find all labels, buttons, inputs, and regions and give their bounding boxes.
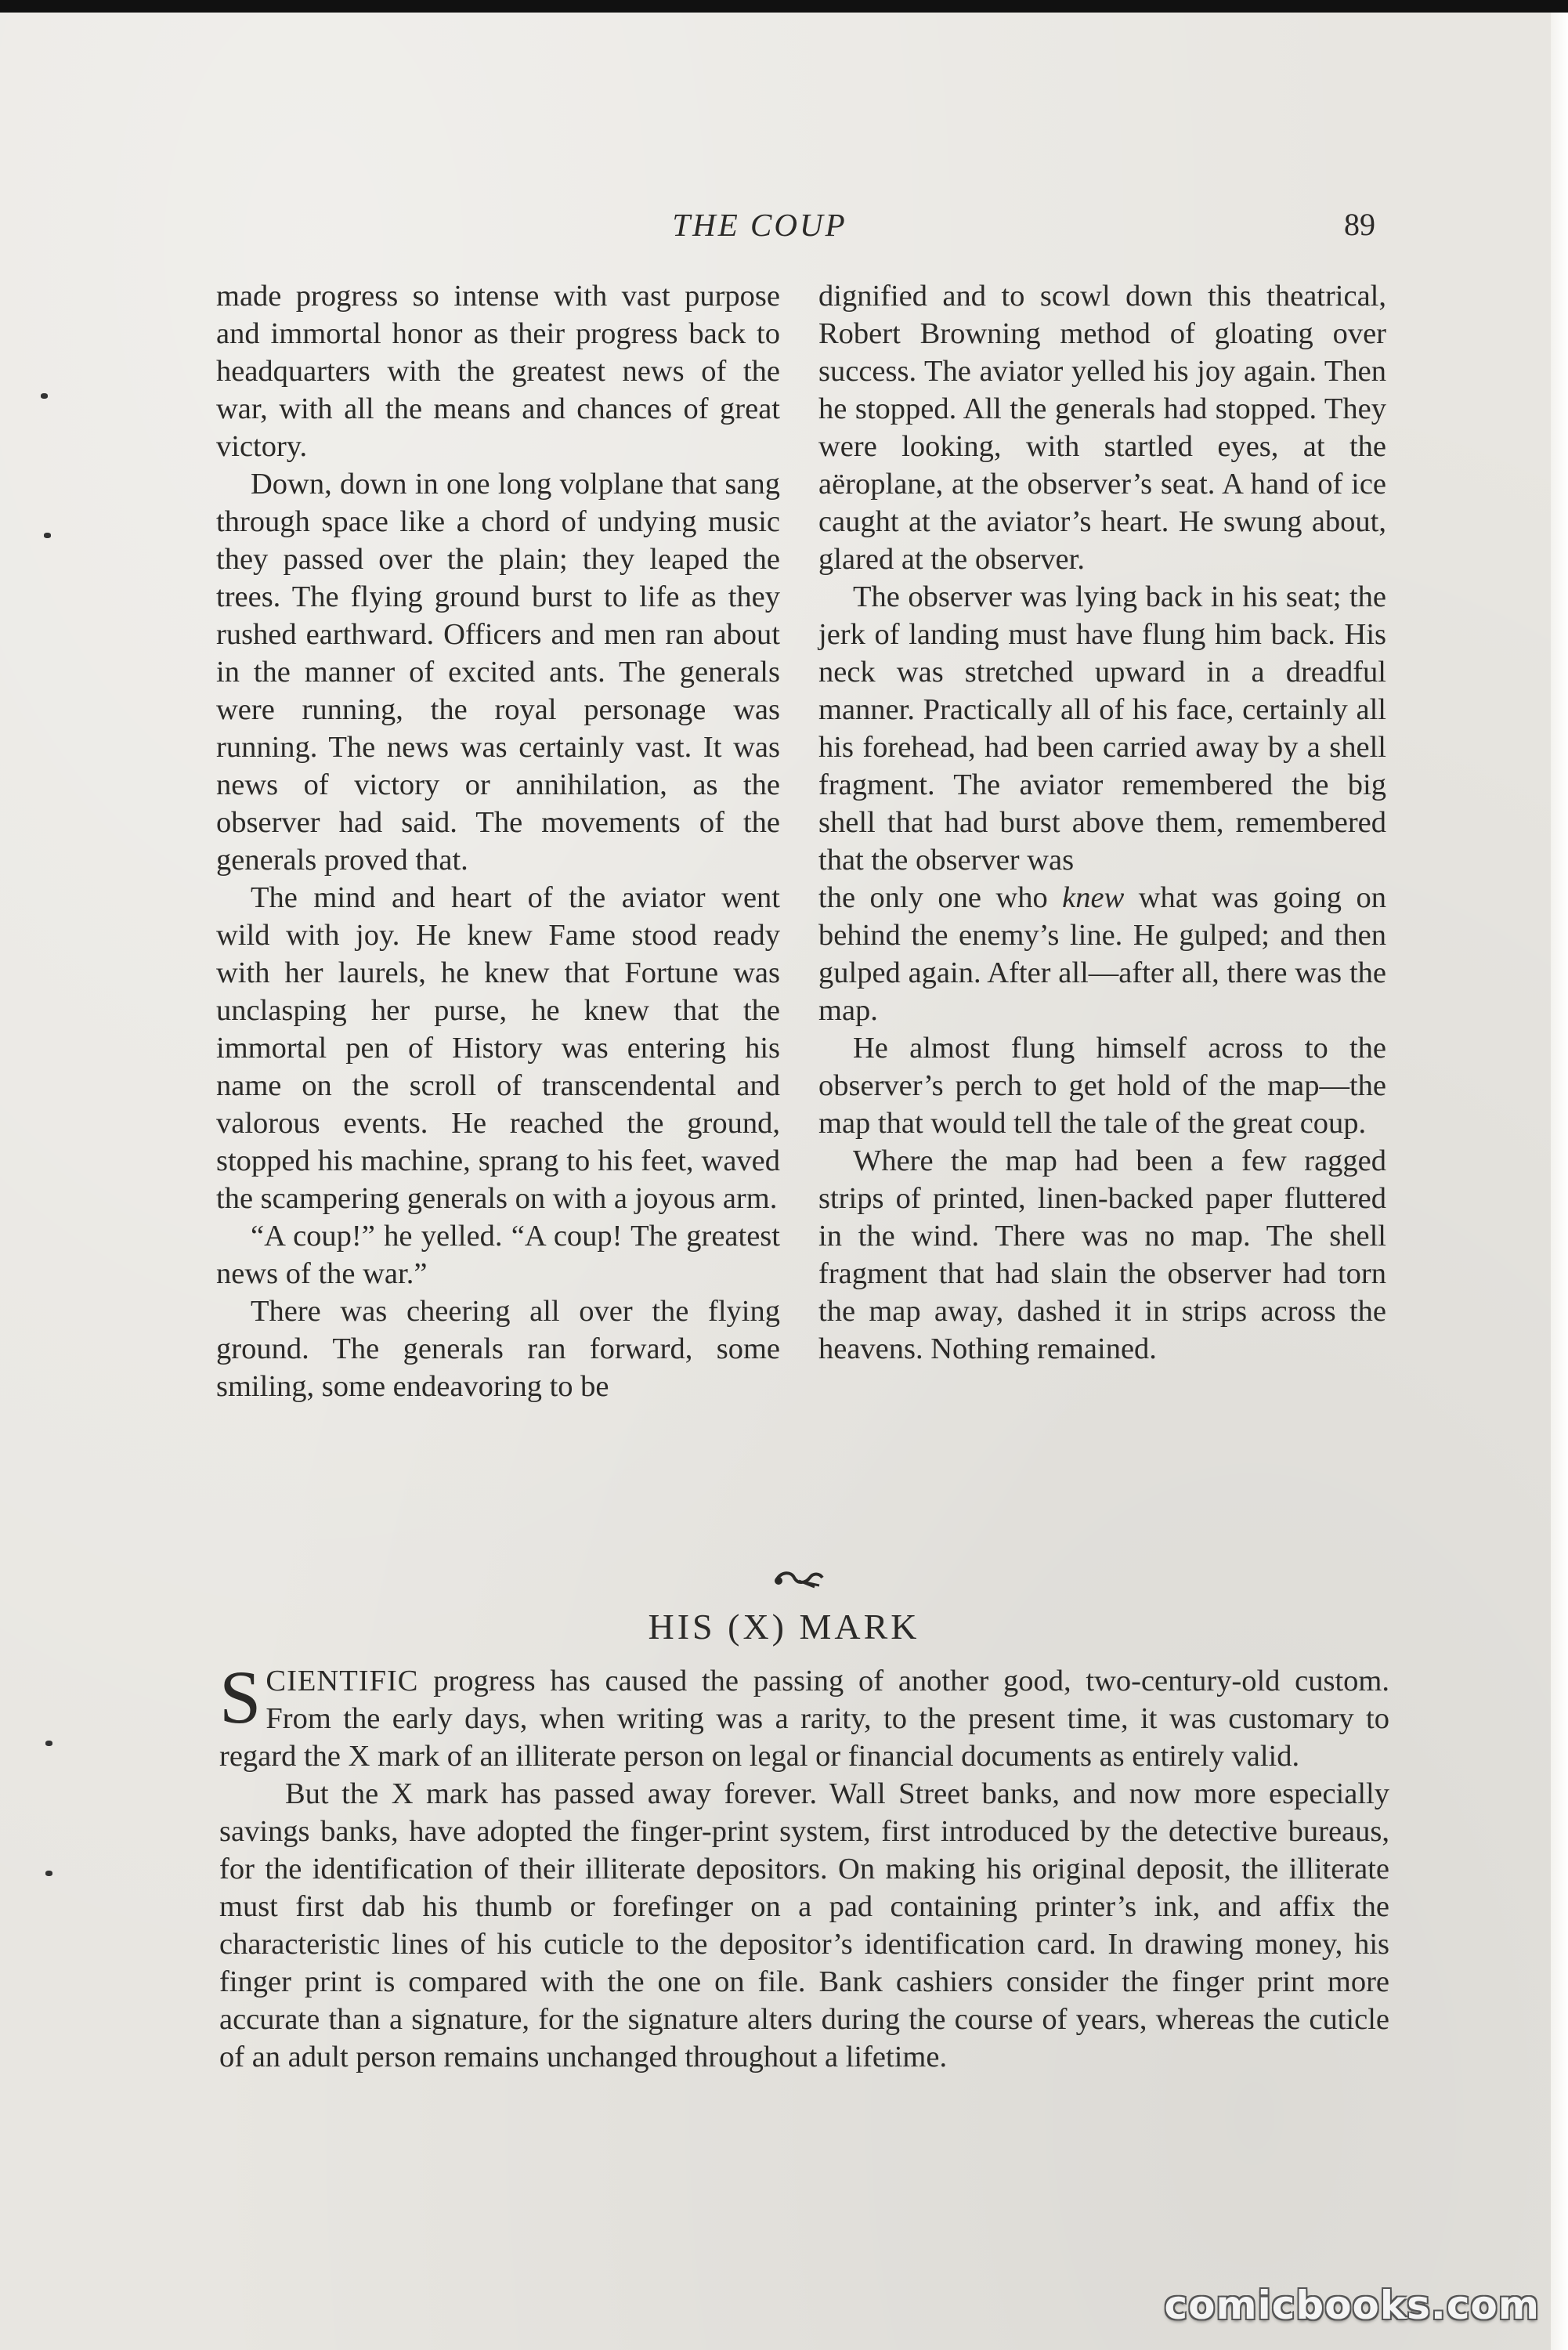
drop-cap: S	[219, 1655, 262, 1739]
margin-speck	[41, 393, 48, 399]
paragraph: Down, down in one long volplane that sang through space like a chord of undying music they passed over the plain; they leaped the trees. The flying ground burst to life as they rushed earthward. Officers and men ran about in the manner of excited ants. The generals were running, the royal personage was running. The news was certainly vast. It was news of victory or annihilation, as the observer had said. The movements of the generals proved that.	[216, 468, 780, 877]
paragraph: There was cheering all over the flying ground. The generals ran forward, some smiling, some endeavoring to be	[216, 1295, 780, 1403]
paragraph	[818, 879, 1386, 1029]
margin-speck	[45, 1741, 52, 1746]
page-edge	[1551, 13, 1568, 2350]
margin-speck	[44, 533, 51, 538]
article-title: HIS (X) MARK	[648, 1607, 920, 1647]
paragraph: made progress so intense with vast purpose and immortal honor as their progress back to headquarters with the greatest news of the war, with all the means and chances of great victory.	[216, 280, 780, 463]
paragraph-text: progress has caused the passing of another good, two-century-old custom. From the early days, when writing was a rarity, to the present time, it was customary to regard the X mark of an illiterate person on legal or financial documents as entirely valid.	[219, 1665, 1389, 1773]
article-paragraph	[219, 1655, 1389, 1775]
ornament-icon	[768, 1567, 830, 1590]
page-top-border	[0, 0, 1568, 13]
paragraph: The mind and heart of the aviator went wild with joy. He knew Fame stood ready with her laurels, he knew that Fortune was unclasping her purse, he knew that the immortal pen of History was entering his name on the scroll of transcendental and valorous events. He reached the ground, stopped his machine, sprang to his feet, waved the scampering generals on with a joyous arm.	[216, 881, 780, 1215]
paragraph: “A coup!” he yelled. “A coup! The greatest news of the war.”	[216, 1220, 780, 1290]
article-paragraph: But the X mark has passed away forever. Wall Street banks, and now more especially savings banks, have adopted the finger-print system, first introduced by the detective bureaus, for the identification of their illiterate depositors. On making his original deposit, the illiterate must first dab his thumb or forefinger on a pad containing printer’s ink, and affix the characteristic lines of his cuticle to the depositor’s identification card. In drawing money, his finger print is compared with the one on file. Bank cashiers consider the finger print more accurate than a signature, for the signature alters during the course of years, whereas the cuticle of an adult person remains unchanged throughout a lifetime.	[219, 1777, 1389, 2073]
emphasis-text: knew	[1062, 881, 1125, 914]
lead-caps: CIENTIFIC	[266, 1665, 419, 1697]
paragraph-text: what was going on behind the enemy’s line. He gulped; and then gulped again. After all—after all, there was the map.	[818, 881, 1386, 1027]
right-column	[818, 277, 1386, 1368]
running-title: THE COUP	[672, 207, 847, 243]
paragraph: He almost flung himself across to the observer’s perch to get hold of the map—the map that would tell the tale of the great coup.	[818, 1032, 1386, 1140]
paragraph: Where the map had been a few ragged strips of printed, linen-backed paper fluttered in the wind. There was no map. The shell fragment that had slain the observer had torn the map away, dashed it in strips across the heavens. Nothing remained.	[818, 1144, 1386, 1365]
paragraph-text: the only one who	[818, 881, 1063, 914]
article-body	[219, 1655, 1389, 2076]
margin-speck	[45, 1871, 52, 1876]
watermark-logo: comicbooks.com	[1164, 2283, 1540, 2328]
paragraph: The observer was lying back in his seat; the jerk of landing must have flung him back. His neck was stretched upward in a dreadful manner. Practically all of his face, certainly all his forehead, had been carried away by a shell fragment. The aviator remembered the big shell that had burst above them, remembered that the observer was	[818, 580, 1386, 877]
running-head	[0, 206, 1568, 253]
page-number: 89	[1344, 207, 1375, 242]
left-column	[216, 277, 780, 1405]
paragraph: dignified and to scowl down this theatrical, Robert Browning method of gloating over success. The aviator yelled his joy again. Then he stopped. All the generals had stopped. They were looking, with startled eyes, at the aëroplane, at the observer’s seat. A hand of ice caught at the aviator’s heart. He swung about, glared at the observer.	[818, 280, 1386, 576]
